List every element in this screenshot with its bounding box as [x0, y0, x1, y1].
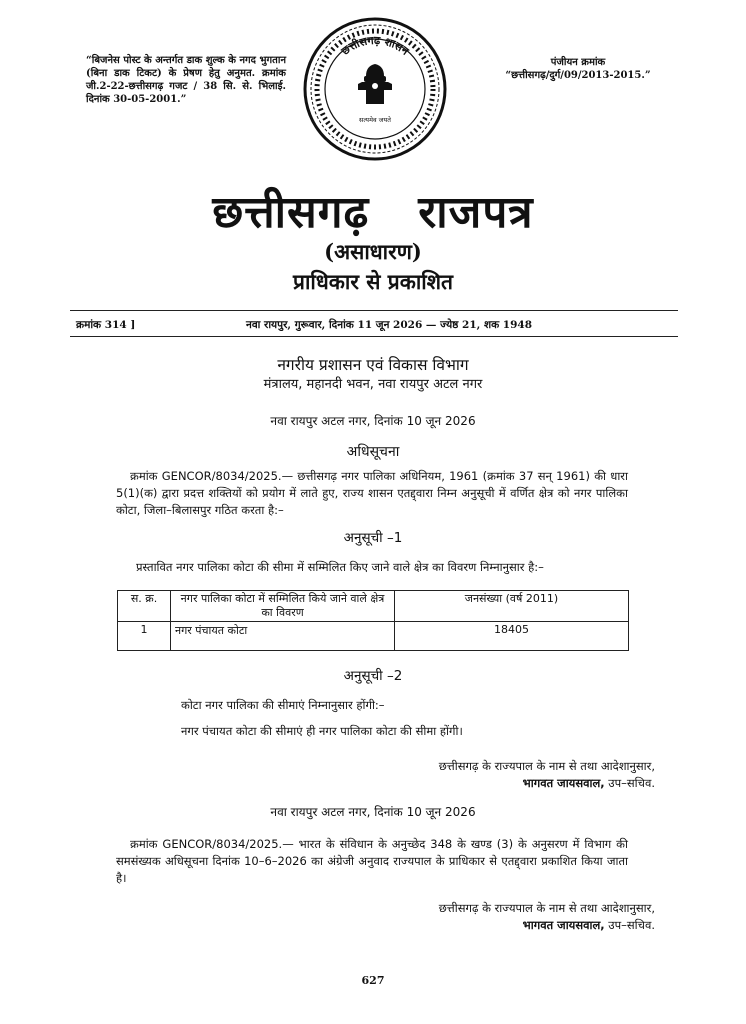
- table-row: [118, 622, 629, 651]
- translation-paragraph: क्रमांक GENCOR/8034/2025.— भारत के संविधान के अनुच्छेद 348 के खण्ड (3) के अनुसरण में विभाग की समसंख्यक अधिसूचना दिनांक 10–6–2026 का अंग्रेजी अनुवाद राज्यपाल के प्राधिकार से एतद्द्वारा प्रकाशित किया जाता है।: [116, 837, 628, 885]
- signer-name: भागवत जायसवाल,: [522, 776, 605, 790]
- cell-population: 18405: [395, 622, 629, 651]
- translation-date: नवा रायपुर अटल नगर, दिनांक 10 जून 2026: [270, 805, 476, 819]
- bottom-rule: [70, 336, 678, 337]
- cell-serial: 1: [118, 622, 171, 651]
- notification-paragraph: क्रमांक GENCOR/8034/2025.— छत्तीसगढ़ नगर पालिका अधिनियम, 1961 (क्रमांक 37 सन् 1961) की धारा 5(1)(क) द्वारा प्रदत्त शक्तियों को प्रयोग में लाते हुए, राज्य शासन एतद्द्वारा निम्न अनुसूची में वर्णित क्षेत्र को नगर पालिका कोटा, जिला–बिलासपुर गठित करता है:–: [116, 469, 628, 517]
- extraordinary-label: (असाधारण): [324, 239, 422, 264]
- gazette-title: छत्तीसगढ़ राजपत्र: [212, 187, 534, 238]
- top-rule: [70, 310, 678, 311]
- schedule-2-heading: अनुसूची –2: [343, 668, 403, 684]
- column-header-serial: स. क्र.: [118, 591, 171, 622]
- area-table: [117, 590, 629, 651]
- column-header-area: नगर पालिका कोटा में सम्मिलित किये जाने वाले क्षेत्र का विवरण: [171, 591, 395, 622]
- schedule-1-intro: प्रस्तावित नगर पालिका कोटा की सीमा में सम्मिलित किए जाने वाले क्षेत्र का विवरण निम्नानुसार है:–: [136, 560, 544, 574]
- signature-block-1: [200, 758, 655, 792]
- seal-top-text: छत्तीसगढ़ शासन: [338, 33, 412, 58]
- registration-number: “छत्तीसगढ़/दुर्ग/09/2013-2015.”: [505, 70, 651, 81]
- column-header-population: जनसंख्या (वर्ष 2011): [395, 591, 629, 622]
- page-number: 627: [361, 974, 385, 987]
- notification-heading: अधिसूचना: [346, 444, 400, 460]
- signer-designation: उप–सचिव.: [604, 918, 655, 932]
- issue-number: क्रमांक 314 ]: [76, 319, 136, 331]
- registration-block: [488, 56, 668, 82]
- order-line: छत्तीसगढ़ के राज्यपाल के नाम से तथा आदेशानुसार,: [438, 759, 655, 773]
- authority-label: प्राधिकार से प्रकाशित: [293, 269, 453, 294]
- registration-label: पंजीयन क्रमांक: [550, 57, 606, 68]
- postal-permit-note: “बिजनेस पोस्ट के अन्तर्गत डाक शुल्क के नगद भुगतान (बिना डाक टिकट) के प्रेषण हेतु अनुमत. क्रमांक जी.2-22-छत्तीसगढ़ गजट / 38 सि. से. भिलाई. दिनांक 30-05-2001.”: [86, 55, 286, 105]
- order-line: छत्तीसगढ़ के राज्यपाल के नाम से तथा आदेशानुसार,: [438, 901, 655, 915]
- signature-block-2: [200, 900, 655, 934]
- department-address: मंत्रालय, महानदी भवन, नवा रायपुर अटल नगर: [263, 377, 483, 392]
- schedule-2-item: नगर पंचायत कोटा की सीमाएं ही नगर पालिका कोटा की सीमा होंगी।: [181, 724, 463, 738]
- signer-designation: उप–सचिव.: [604, 776, 655, 790]
- issue-date: नवा रायपुर, गुरूवार, दिनांक 11 जून 2026 — ज्येष्ठ 21, शक 1948: [246, 319, 533, 331]
- schedule-2-intro: कोटा नगर पालिका की सीमाएं निम्नानुसार होंगी:–: [181, 698, 385, 712]
- table-header-row: [118, 591, 629, 622]
- state-emblem-seal: [300, 14, 450, 164]
- department-name: नगरीय प्रशासन एवं विकास विभाग: [277, 356, 469, 374]
- schedule-1-heading: अनुसूची –1: [343, 530, 403, 546]
- cell-area: नगर पंचायत कोटा: [171, 622, 395, 651]
- signer-name: भागवत जायसवाल,: [522, 918, 605, 932]
- seal-motto: सत्यमेव जयते: [359, 116, 391, 124]
- notification-date: नवा रायपुर अटल नगर, दिनांक 10 जून 2026: [270, 414, 476, 428]
